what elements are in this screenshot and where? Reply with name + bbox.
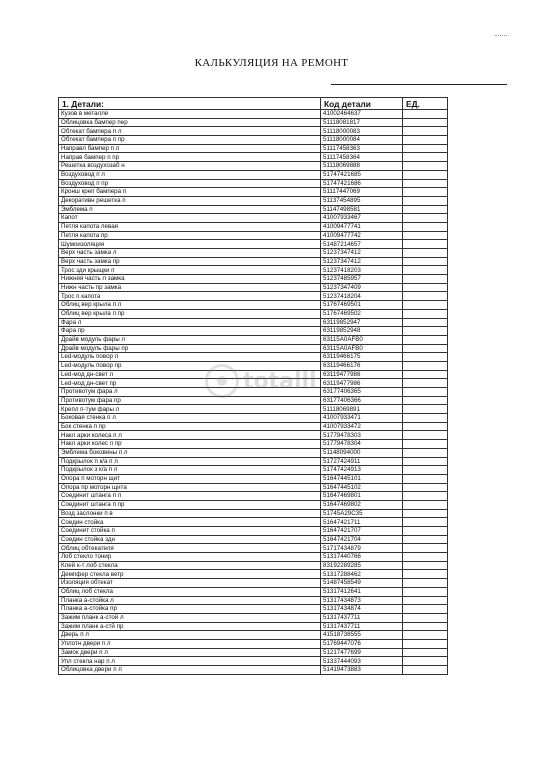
unit-cell xyxy=(403,361,448,370)
part-code-cell: 51747424913 xyxy=(321,466,403,475)
part-code-cell: 51647469801 xyxy=(321,492,403,501)
unit-cell xyxy=(403,205,448,214)
table-row xyxy=(59,327,448,336)
unit-cell xyxy=(403,631,448,640)
part-name-cell: Led-мод дн-свет пр xyxy=(59,379,321,388)
unit-cell xyxy=(403,370,448,379)
table-row xyxy=(59,214,448,223)
part-code-cell: 51118069891 xyxy=(321,405,403,414)
part-code-cell: 51237347412 xyxy=(321,257,403,266)
table-row xyxy=(59,144,448,153)
table-row xyxy=(59,483,448,492)
part-code-cell: 51317412641 xyxy=(321,587,403,596)
unit-cell xyxy=(403,318,448,327)
unit-cell xyxy=(403,483,448,492)
unit-cell xyxy=(403,196,448,205)
unit-cell xyxy=(403,440,448,449)
part-name-cell: Led-мод дн-свет л xyxy=(59,370,321,379)
table-row xyxy=(59,309,448,318)
part-code-cell: 51487458549 xyxy=(321,579,403,588)
unit-cell xyxy=(403,379,448,388)
table-row xyxy=(59,622,448,631)
unit-cell xyxy=(403,657,448,666)
part-code-cell: 51237485957 xyxy=(321,275,403,284)
part-code-cell: 51717434879 xyxy=(321,544,403,553)
unit-cell xyxy=(403,309,448,318)
part-name-cell: Трос п капота xyxy=(59,292,321,301)
part-code-cell: 51317437711 xyxy=(321,613,403,622)
part-name-cell: Замок двери п л xyxy=(59,648,321,657)
table-row xyxy=(59,396,448,405)
unit-cell xyxy=(403,179,448,188)
unit-cell xyxy=(403,144,448,153)
part-name-cell: Обтекат бампера п л xyxy=(59,127,321,136)
unit-cell xyxy=(403,292,448,301)
part-name-cell: Возд заслонки п в xyxy=(59,509,321,518)
unit-cell xyxy=(403,231,448,240)
header-unit: ЕД. xyxy=(403,98,448,110)
table-row xyxy=(59,440,448,449)
part-code-cell: 51118000084 xyxy=(321,136,403,145)
unit-cell xyxy=(403,474,448,483)
part-name-cell: Верх часть замка пр xyxy=(59,257,321,266)
part-code-cell: 63115A0AFB0 xyxy=(321,335,403,344)
part-code-cell: 41009477742 xyxy=(321,231,403,240)
unit-cell xyxy=(403,275,448,284)
unit-cell xyxy=(403,622,448,631)
unit-cell xyxy=(403,283,448,292)
unit-cell xyxy=(403,587,448,596)
document-title: КАЛЬКУЛЯЦИЯ НА РЕМОНТ xyxy=(194,57,349,69)
part-code-cell: 63177406366 xyxy=(321,396,403,405)
corner-mark xyxy=(495,35,507,37)
unit-cell xyxy=(403,509,448,518)
part-name-cell: Облиц вер крыла п пр xyxy=(59,309,321,318)
unit-cell xyxy=(403,249,448,258)
table-row xyxy=(59,561,448,570)
part-code-cell: 51419473883 xyxy=(321,666,403,675)
part-code-cell: 41002464637 xyxy=(321,110,403,119)
unit-cell xyxy=(403,518,448,527)
table-row xyxy=(59,579,448,588)
part-name-cell: Демпфер стекла ветр xyxy=(59,570,321,579)
unit-cell xyxy=(403,570,448,579)
table-row xyxy=(59,205,448,214)
part-name-cell: Петля капота левая xyxy=(59,222,321,231)
table-row xyxy=(59,292,448,301)
part-name-cell: Капот xyxy=(59,214,321,223)
unit-cell xyxy=(403,422,448,431)
part-code-cell: 51117447069 xyxy=(321,188,403,197)
part-name-cell: Соедин стойка xyxy=(59,518,321,527)
part-code-cell: 51317434874 xyxy=(321,605,403,614)
unit-cell xyxy=(403,405,448,414)
table-row xyxy=(59,474,448,483)
part-code-cell: 51647445102 xyxy=(321,483,403,492)
part-code-cell: 51317288462 xyxy=(321,570,403,579)
unit-cell xyxy=(403,448,448,457)
table-row xyxy=(59,344,448,353)
table-row xyxy=(59,648,448,657)
part-name-cell: Решетка воздухозаб н xyxy=(59,162,321,171)
part-name-cell: Led-модуль повор л xyxy=(59,353,321,362)
part-code-cell: 51147498581 xyxy=(321,205,403,214)
unit-cell xyxy=(403,648,448,657)
unit-cell xyxy=(403,639,448,648)
unit-cell xyxy=(403,500,448,509)
unit-cell xyxy=(403,153,448,162)
table-row xyxy=(59,422,448,431)
unit-cell xyxy=(403,170,448,179)
part-name-cell: Накл арки колес п пр xyxy=(59,440,321,449)
table-row xyxy=(59,222,448,231)
part-name-cell: Боковая стенка п л xyxy=(59,414,321,423)
part-code-cell: 51217477699 xyxy=(321,648,403,657)
part-name-cell: Кронш креп бампера п xyxy=(59,188,321,197)
table-row xyxy=(59,110,448,119)
unit-cell xyxy=(403,388,448,397)
table-row xyxy=(59,170,448,179)
unit-cell xyxy=(403,553,448,562)
part-code-cell: 51237347409 xyxy=(321,283,403,292)
unit-cell xyxy=(403,127,448,136)
part-code-cell: 51745A29C35 xyxy=(321,509,403,518)
part-code-cell: 41007933471 xyxy=(321,414,403,423)
table-row xyxy=(59,266,448,275)
part-name-cell: Бок стенка п пр xyxy=(59,422,321,431)
table-row xyxy=(59,275,448,284)
part-code-cell: 51117458364 xyxy=(321,153,403,162)
part-code-cell: 51137454895 xyxy=(321,196,403,205)
unit-cell xyxy=(403,110,448,119)
part-code-cell: 63119466176 xyxy=(321,361,403,370)
signature-line xyxy=(331,84,507,85)
part-name-cell: Соедин стойка здн xyxy=(59,535,321,544)
table-row xyxy=(59,188,448,197)
parts-table-body xyxy=(59,110,448,675)
watermark-text: totalll xyxy=(243,368,317,394)
table-row xyxy=(59,370,448,379)
part-name-cell: Клей к-т лоб стекла xyxy=(59,561,321,570)
part-name-cell: Петля капота пр xyxy=(59,231,321,240)
table-header-row xyxy=(59,98,448,110)
table-row xyxy=(59,379,448,388)
part-name-cell: Фара л xyxy=(59,318,321,327)
part-name-cell: Облицовка двери п л xyxy=(59,666,321,675)
table-row xyxy=(59,518,448,527)
table-row xyxy=(59,500,448,509)
part-code-cell: 51237418204 xyxy=(321,292,403,301)
part-name-cell: Led-модуль повор пр xyxy=(59,361,321,370)
part-code-cell: 51317440766 xyxy=(321,553,403,562)
part-code-cell: 41007933472 xyxy=(321,422,403,431)
unit-cell xyxy=(403,492,448,501)
part-code-cell: 63177406365 xyxy=(321,388,403,397)
unit-cell xyxy=(403,613,448,622)
part-name-cell: Облицовка бампер пер xyxy=(59,118,321,127)
unit-cell xyxy=(403,344,448,353)
part-name-cell: Фара пр xyxy=(59,327,321,336)
unit-cell xyxy=(403,605,448,614)
part-name-cell: Дверь п л xyxy=(59,631,321,640)
part-name-cell: Эмблема боковины п л xyxy=(59,448,321,457)
part-code-cell: 51727424911 xyxy=(321,457,403,466)
unit-cell xyxy=(403,214,448,223)
part-name-cell: Драйв модуль фары пр xyxy=(59,344,321,353)
part-name-cell: Направ бампер п пр xyxy=(59,153,321,162)
table-row xyxy=(59,136,448,145)
unit-cell xyxy=(403,162,448,171)
part-code-cell: 51769447076 xyxy=(321,639,403,648)
table-row xyxy=(59,353,448,362)
unit-cell xyxy=(403,136,448,145)
unit-cell xyxy=(403,327,448,336)
part-name-cell: Нижн часть пр замка xyxy=(59,283,321,292)
part-code-cell: 63119852947 xyxy=(321,318,403,327)
table-row xyxy=(59,570,448,579)
table-row xyxy=(59,257,448,266)
table-row xyxy=(59,153,448,162)
part-name-cell: Крепл п-тум фары л xyxy=(59,405,321,414)
part-name-cell: Планка а-стойка л xyxy=(59,596,321,605)
part-code-cell: 51647421707 xyxy=(321,527,403,536)
part-name-cell: Лоб стекло тонир xyxy=(59,553,321,562)
part-code-cell: 63119852948 xyxy=(321,327,403,336)
table-row xyxy=(59,431,448,440)
table-row xyxy=(59,179,448,188)
header-parts: 1. Детали: xyxy=(59,98,321,110)
unit-cell xyxy=(403,535,448,544)
part-code-cell: 63119477986 xyxy=(321,370,403,379)
part-name-cell: Уплотн двери п л xyxy=(59,639,321,648)
part-name-cell: Накл арки колеса п л xyxy=(59,431,321,440)
table-row xyxy=(59,544,448,553)
part-code-cell: 51647445101 xyxy=(321,474,403,483)
part-code-cell: 41007933467 xyxy=(321,214,403,223)
table-row xyxy=(59,283,448,292)
part-code-cell: 51317437711 xyxy=(321,622,403,631)
part-code-cell: 63119477986 xyxy=(321,379,403,388)
unit-cell xyxy=(403,596,448,605)
unit-cell xyxy=(403,527,448,536)
table-row xyxy=(59,666,448,675)
table-row xyxy=(59,335,448,344)
part-name-cell: Направл бампер п л xyxy=(59,144,321,153)
table-row xyxy=(59,596,448,605)
part-name-cell: Облиц лоб стекла xyxy=(59,587,321,596)
unit-cell xyxy=(403,118,448,127)
part-name-cell: Зажим планк а-стой л xyxy=(59,613,321,622)
unit-cell xyxy=(403,561,448,570)
table-row xyxy=(59,457,448,466)
unit-cell xyxy=(403,335,448,344)
table-row xyxy=(59,527,448,536)
table-row xyxy=(59,301,448,310)
part-name-cell: Воздуховод п пр xyxy=(59,179,321,188)
table-row xyxy=(59,388,448,397)
part-code-cell: 51767469502 xyxy=(321,309,403,318)
table-row xyxy=(59,196,448,205)
table-row xyxy=(59,162,448,171)
unit-cell xyxy=(403,222,448,231)
part-name-cell: Планка а-стойка пр xyxy=(59,605,321,614)
part-name-cell: Кузов в металле xyxy=(59,110,321,119)
part-name-cell: Облиц обтекателя xyxy=(59,544,321,553)
part-name-cell: Противотум фара л xyxy=(59,388,321,397)
part-name-cell: Опора п моторн щит xyxy=(59,474,321,483)
table-row xyxy=(59,240,448,249)
part-name-cell: Трос зди крыщки п xyxy=(59,266,321,275)
part-name-cell: Соединит штанга п л xyxy=(59,492,321,501)
table-row xyxy=(59,639,448,648)
unit-cell xyxy=(403,188,448,197)
part-name-cell: Зажим планк а-стй пр xyxy=(59,622,321,631)
unit-cell xyxy=(403,257,448,266)
part-name-cell: Облиц вер крыла п л xyxy=(59,301,321,310)
unit-cell xyxy=(403,544,448,553)
part-name-cell: Опора пр моторн щита xyxy=(59,483,321,492)
part-name-cell: Нижняя часть л замка xyxy=(59,275,321,284)
unit-cell xyxy=(403,266,448,275)
unit-cell xyxy=(403,414,448,423)
table-row xyxy=(59,127,448,136)
unit-cell xyxy=(403,301,448,310)
unit-cell xyxy=(403,396,448,405)
part-code-cell: 51779478304 xyxy=(321,440,403,449)
part-code-cell: 51237347412 xyxy=(321,249,403,258)
part-name-cell: Соединит штанга п пр xyxy=(59,500,321,509)
unit-cell xyxy=(403,457,448,466)
table-row xyxy=(59,587,448,596)
table-row xyxy=(59,509,448,518)
part-code-cell: 51317434873 xyxy=(321,596,403,605)
part-code-cell: 51117458363 xyxy=(321,144,403,153)
unit-cell xyxy=(403,466,448,475)
part-code-cell: 51747421686 xyxy=(321,179,403,188)
part-name-cell: Подкрылок з к/а п л xyxy=(59,466,321,475)
table-row xyxy=(59,553,448,562)
part-name-cell: Декоративн решетка п xyxy=(59,196,321,205)
unit-cell xyxy=(403,579,448,588)
part-name-cell: Упл стекла нар п л xyxy=(59,657,321,666)
part-code-cell: 41518738555 xyxy=(321,631,403,640)
table-row xyxy=(59,318,448,327)
part-code-cell: 63119466175 xyxy=(321,353,403,362)
part-name-cell: Верх часть замка л xyxy=(59,249,321,258)
table-row xyxy=(59,657,448,666)
part-name-cell: Противотум фара пр xyxy=(59,396,321,405)
unit-cell xyxy=(403,431,448,440)
part-name-cell: Обтекат бампера п пр xyxy=(59,136,321,145)
table-row xyxy=(59,466,448,475)
unit-cell xyxy=(403,353,448,362)
table-row xyxy=(59,613,448,622)
table-row xyxy=(59,414,448,423)
part-code-cell: 51237418203 xyxy=(321,266,403,275)
part-name-cell: Воздуховод п л xyxy=(59,170,321,179)
part-code-cell: 51118069888 xyxy=(321,162,403,171)
part-code-cell: 51647421704 xyxy=(321,535,403,544)
header-part-code: Код детали xyxy=(321,98,403,110)
table-row xyxy=(59,535,448,544)
part-name-cell: Эмблема п xyxy=(59,205,321,214)
part-name-cell: Подкрылок п к/а п л xyxy=(59,457,321,466)
table-row xyxy=(59,405,448,414)
parts-table xyxy=(58,97,448,675)
part-name-cell: Изоляция обтекат xyxy=(59,579,321,588)
table-row xyxy=(59,361,448,370)
table-row xyxy=(59,118,448,127)
part-code-cell: 51118000083 xyxy=(321,127,403,136)
part-code-cell: 51647421711 xyxy=(321,518,403,527)
part-code-cell: 83192289285 xyxy=(321,561,403,570)
unit-cell xyxy=(403,666,448,675)
part-code-cell: 51487214657 xyxy=(321,240,403,249)
part-code-cell: 51767469501 xyxy=(321,301,403,310)
part-code-cell: 63115A0AFB0 xyxy=(321,344,403,353)
table-row xyxy=(59,448,448,457)
part-code-cell: 51118081817 xyxy=(321,118,403,127)
unit-cell xyxy=(403,240,448,249)
part-code-cell: 51647469802 xyxy=(321,500,403,509)
part-name-cell: Соединит стойка п xyxy=(59,527,321,536)
table-row xyxy=(59,605,448,614)
part-code-cell: 51779478303 xyxy=(321,431,403,440)
part-name-cell: Драйв модуль фары л xyxy=(59,335,321,344)
table-row xyxy=(59,231,448,240)
part-code-cell: 51148094000 xyxy=(321,448,403,457)
table-row xyxy=(59,631,448,640)
part-code-cell: 51337444093 xyxy=(321,657,403,666)
part-name-cell: Шумоизоляция xyxy=(59,240,321,249)
part-code-cell: 51747421685 xyxy=(321,170,403,179)
table-row xyxy=(59,492,448,501)
part-code-cell: 41009477741 xyxy=(321,222,403,231)
table-row xyxy=(59,249,448,258)
